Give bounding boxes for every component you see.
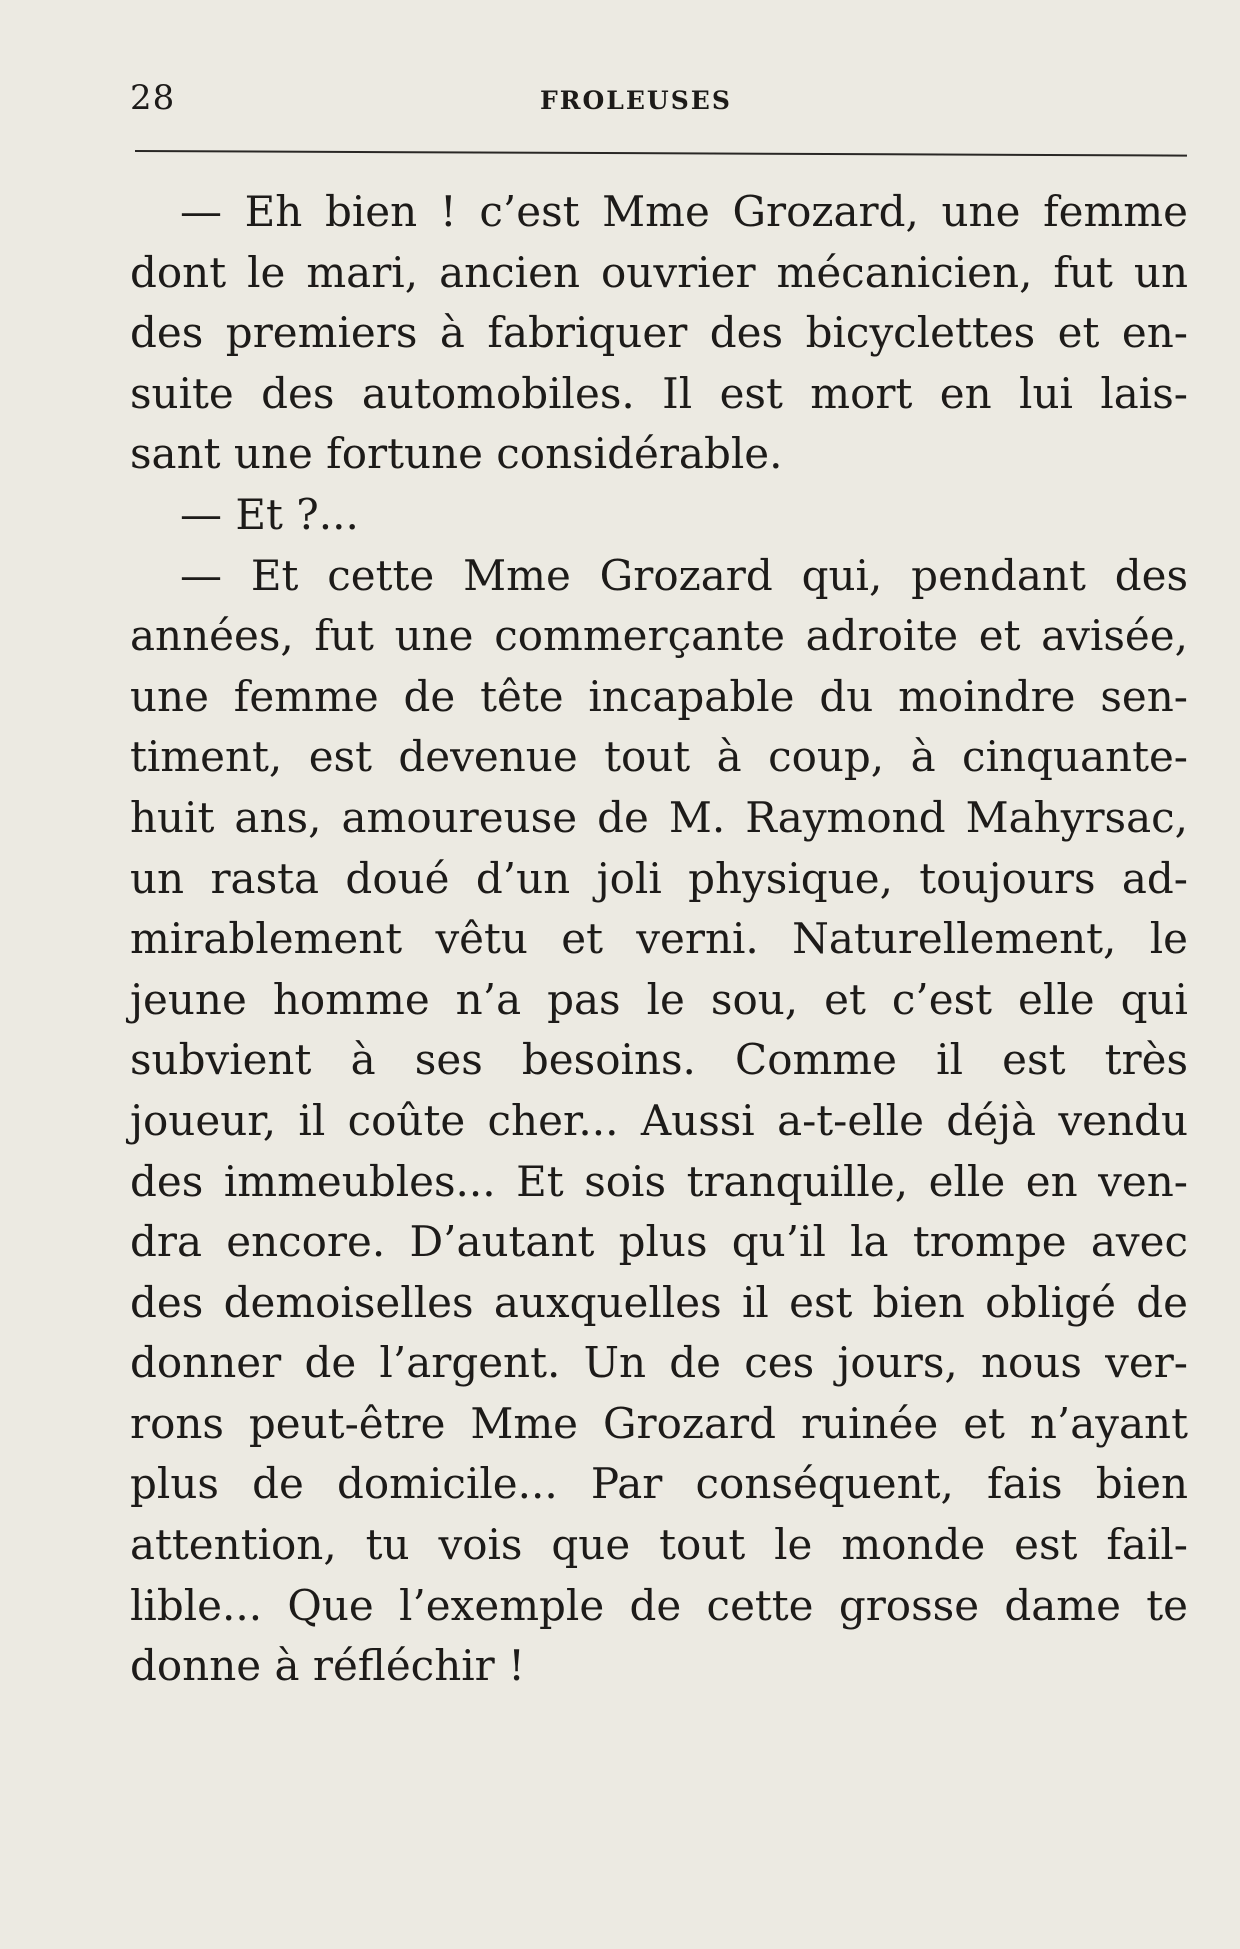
text-line: attention, tu vois que tout le monde est fail- [130,1520,1188,1570]
text-line: suite des automobiles. Il est mort en lui lais- [130,368,1188,418]
text-line: mirablement vêtu et verni. Naturellement, le [130,914,1188,964]
text-line: subvient à ses besoins. Comme il est très [130,1035,1188,1085]
running-title: FROLEUSES [540,86,732,115]
page-number: 28 [130,78,176,118]
text-line: joueur, il coûte cher... Aussi a-t-elle déjà vendu [130,1095,1188,1145]
text-line: — Et ?... [180,489,359,539]
text-line: une femme de tête incapable du moindre sen- [130,671,1188,721]
text-line: donne à réfléchir ! [130,1641,525,1691]
text-line: années, fut une commerçante adroite et avisée, [130,611,1188,661]
text-line: des demoiselles auxquelles il est bien obligé de [130,1277,1188,1327]
text-line: — Et cette Mme Grozard qui, pendant des [180,550,1188,600]
text-line: dont le mari, ancien ouvrier mécanicien, fut un [130,247,1188,297]
text-line: jeune homme n’a pas le sou, et c’est elle qui [130,974,1188,1024]
text-line: — Eh bien ! c’est Mme Grozard, une femme [180,187,1188,236]
text-line: dra encore. D’autant plus qu’il la trompe avec [130,1217,1188,1267]
header-rule [135,150,1187,157]
text-line: sant une fortune considérable. [130,429,783,479]
text-line: un rasta doué d’un joli physique, toujours ad- [130,853,1188,903]
text-line: plus de domicile... Par conséquent, fais bien [130,1459,1188,1509]
page-header [130,78,1185,118]
text-line: timent, est devenue tout à coup, à cinquante- [130,732,1188,782]
text-line: rons peut-être Mme Grozard ruinée et n’ayant [130,1398,1188,1448]
body-text [130,182,1188,1697]
text-line: huit ans, amoureuse de M. Raymond Mahyrsac, [130,792,1188,842]
text-line: des premiers à fabriquer des bicyclettes et en- [130,308,1188,358]
text-line: donner de l’argent. Un de ces jours, nous ver- [130,1338,1188,1388]
text-line: lible... Que l’exemple de cette grosse dame te [130,1580,1188,1630]
text-line: des immeubles... Et sois tranquille, elle en ven- [130,1156,1188,1206]
